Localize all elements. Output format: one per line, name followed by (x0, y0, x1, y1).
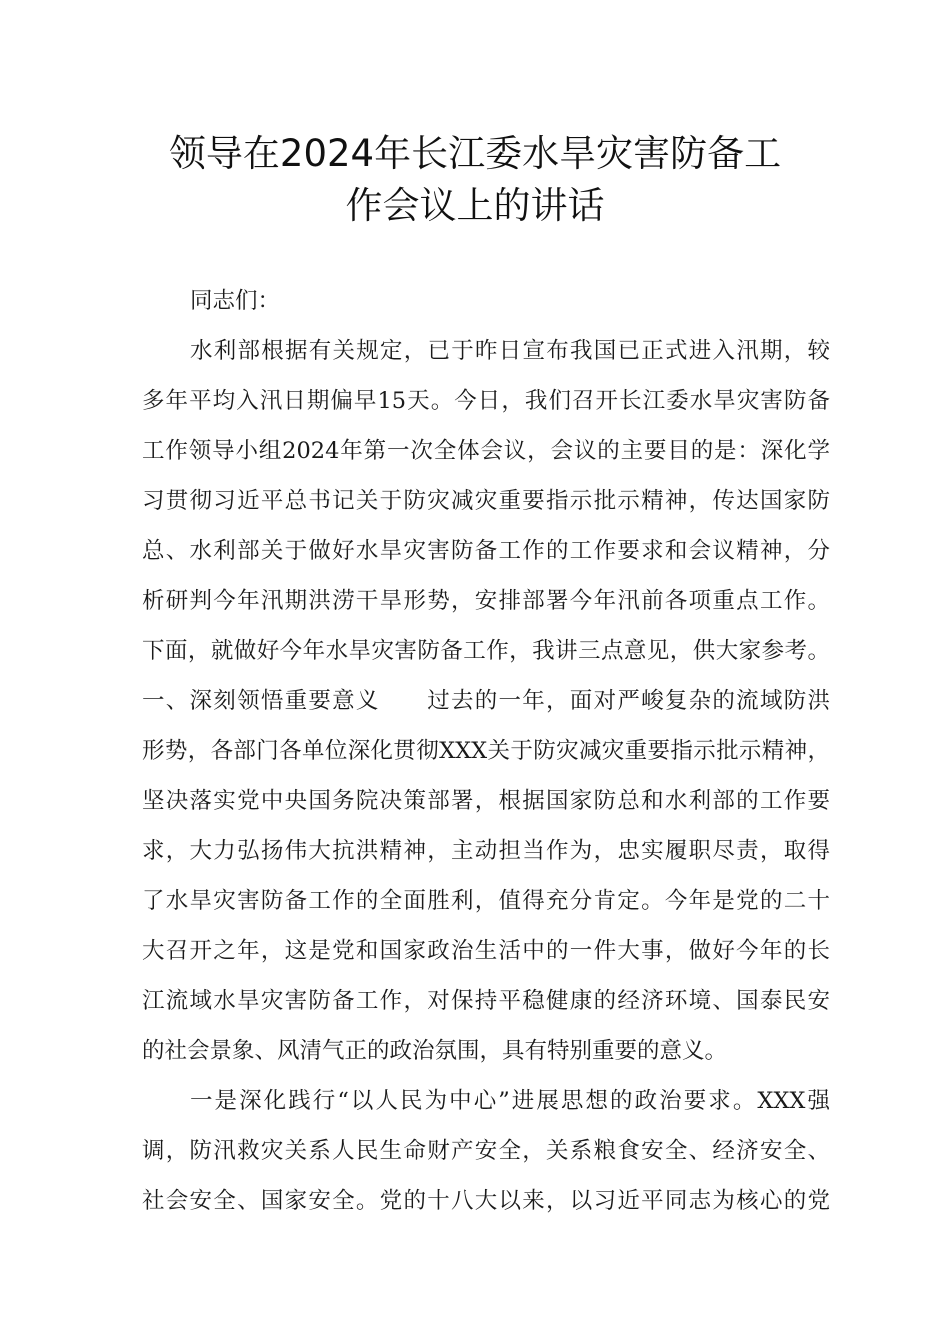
paragraph-3-line: 社会安全、国家安全。党的十八大以来，以习近平同志为核心的党 (142, 1188, 830, 1214)
paragraph-2-line: 的社会景象、风清气正的政治氛围，具有特别重要的意义。 (142, 1038, 728, 1064)
paragraph-2-line: 大召开之年，这是党和国家政治生活中的一件大事，做好今年的长 (142, 938, 830, 964)
paragraph-1-line: 总、水利部关于做好水旱灾害防备工作的工作要求和会议精神，分 (142, 538, 830, 564)
document-title-line-1: 领导在2024年长江委水旱灾害防备工 (168, 132, 782, 175)
paragraph-1-line: 工作领导小组2024年第一次全体会议，会议的主要目的是：深化学 (142, 438, 830, 464)
paragraph-2-line: 了水旱灾害防备工作的全面胜利，值得充分肯定。今年是党的二十 (142, 888, 830, 914)
salutation: 同志们： (190, 288, 281, 314)
paragraph-2-line: 求，大力弘扬伟大抗洪精神，主动担当作为，忠实履职尽责，取得 (142, 838, 830, 864)
paragraph-2-line: 一、深刻领悟重要意义 过去的一年，面对严峻复杂的流域防洪 (142, 688, 830, 714)
paragraph-2-line: 形势，各部门各单位深化贯彻XXX关于防灾减灾重要指示批示精神， (142, 738, 830, 764)
paragraph-2-line: 江流域水旱灾害防备工作，对保持平稳健康的经济环境、国泰民安 (142, 988, 830, 1014)
paragraph-1-line: 水利部根据有关规定，已于昨日宣布我国已正式进入汛期，较 (190, 338, 830, 364)
paragraph-1-line: 下面，就做好今年水旱灾害防备工作，我讲三点意见，供大家参考。 (142, 638, 830, 664)
paragraph-1-line: 多年平均入汛日期偏早15天。今日，我们召开长江委水旱灾害防备 (142, 388, 830, 414)
paragraph-3-line: 调，防汛救灾关系人民生命财产安全，关系粮食安全、经济安全、 (142, 1138, 830, 1164)
paragraph-1-line: 习贯彻习近平总书记关于防灾减灾重要指示批示精神，传达国家防 (142, 488, 830, 514)
paragraph-1-line: 析研判今年汛期洪涝干旱形势，安排部署今年汛前各项重点工作。 (142, 588, 830, 614)
paragraph-2-line: 坚决落实党中央国务院决策部署，根据国家防总和水利部的工作要 (142, 788, 830, 814)
document-title-line-2: 作会议上的讲话 (345, 184, 605, 227)
paragraph-3-line: 一是深化践行“以人民为中心”进展思想的政治要求。XXX强 (190, 1088, 830, 1114)
